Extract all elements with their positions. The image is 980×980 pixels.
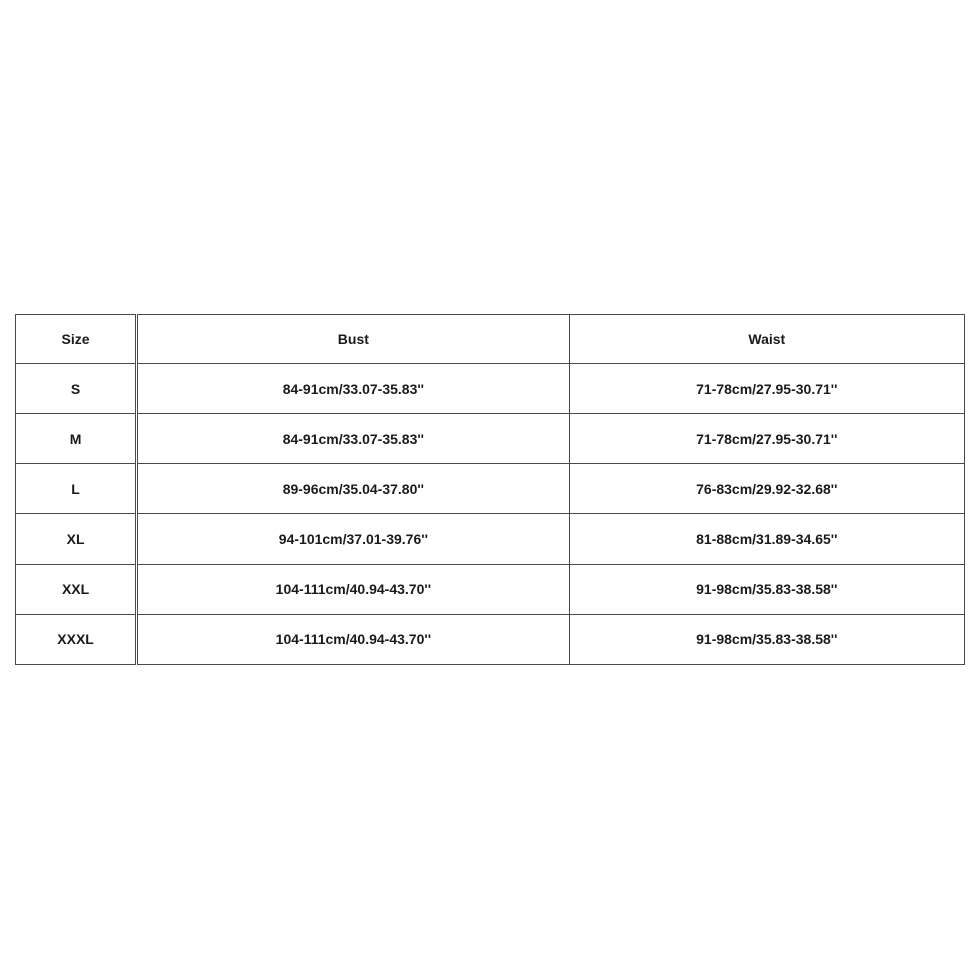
cell-size: S [16, 364, 137, 414]
cell-waist: 71-78cm/27.95-30.71'' [569, 414, 964, 464]
size-chart-table [15, 314, 965, 665]
cell-size: XL [16, 514, 137, 564]
cell-size: XXL [16, 564, 137, 614]
cell-bust: 104-111cm/40.94-43.70'' [137, 614, 569, 664]
cell-waist: 91-98cm/35.83-38.58'' [569, 614, 964, 664]
table-row [16, 614, 965, 664]
cell-bust: 84-91cm/33.07-35.83'' [137, 414, 569, 464]
header-size: Size [16, 315, 137, 364]
cell-bust: 94-101cm/37.01-39.76'' [137, 514, 569, 564]
cell-waist: 76-83cm/29.92-32.68'' [569, 464, 964, 514]
cell-waist: 81-88cm/31.89-34.65'' [569, 514, 964, 564]
table-header-row [16, 315, 965, 364]
cell-waist: 91-98cm/35.83-38.58'' [569, 564, 964, 614]
cell-waist: 71-78cm/27.95-30.71'' [569, 364, 964, 414]
table-row [16, 514, 965, 564]
cell-size: L [16, 464, 137, 514]
header-waist: Waist [569, 315, 964, 364]
cell-bust: 84-91cm/33.07-35.83'' [137, 364, 569, 414]
cell-bust: 89-96cm/35.04-37.80'' [137, 464, 569, 514]
cell-size: XXXL [16, 614, 137, 664]
table-row [16, 464, 965, 514]
cell-bust: 104-111cm/40.94-43.70'' [137, 564, 569, 614]
table-row [16, 564, 965, 614]
table-row [16, 414, 965, 464]
cell-size: M [16, 414, 137, 464]
table-row [16, 364, 965, 414]
header-bust: Bust [137, 315, 569, 364]
